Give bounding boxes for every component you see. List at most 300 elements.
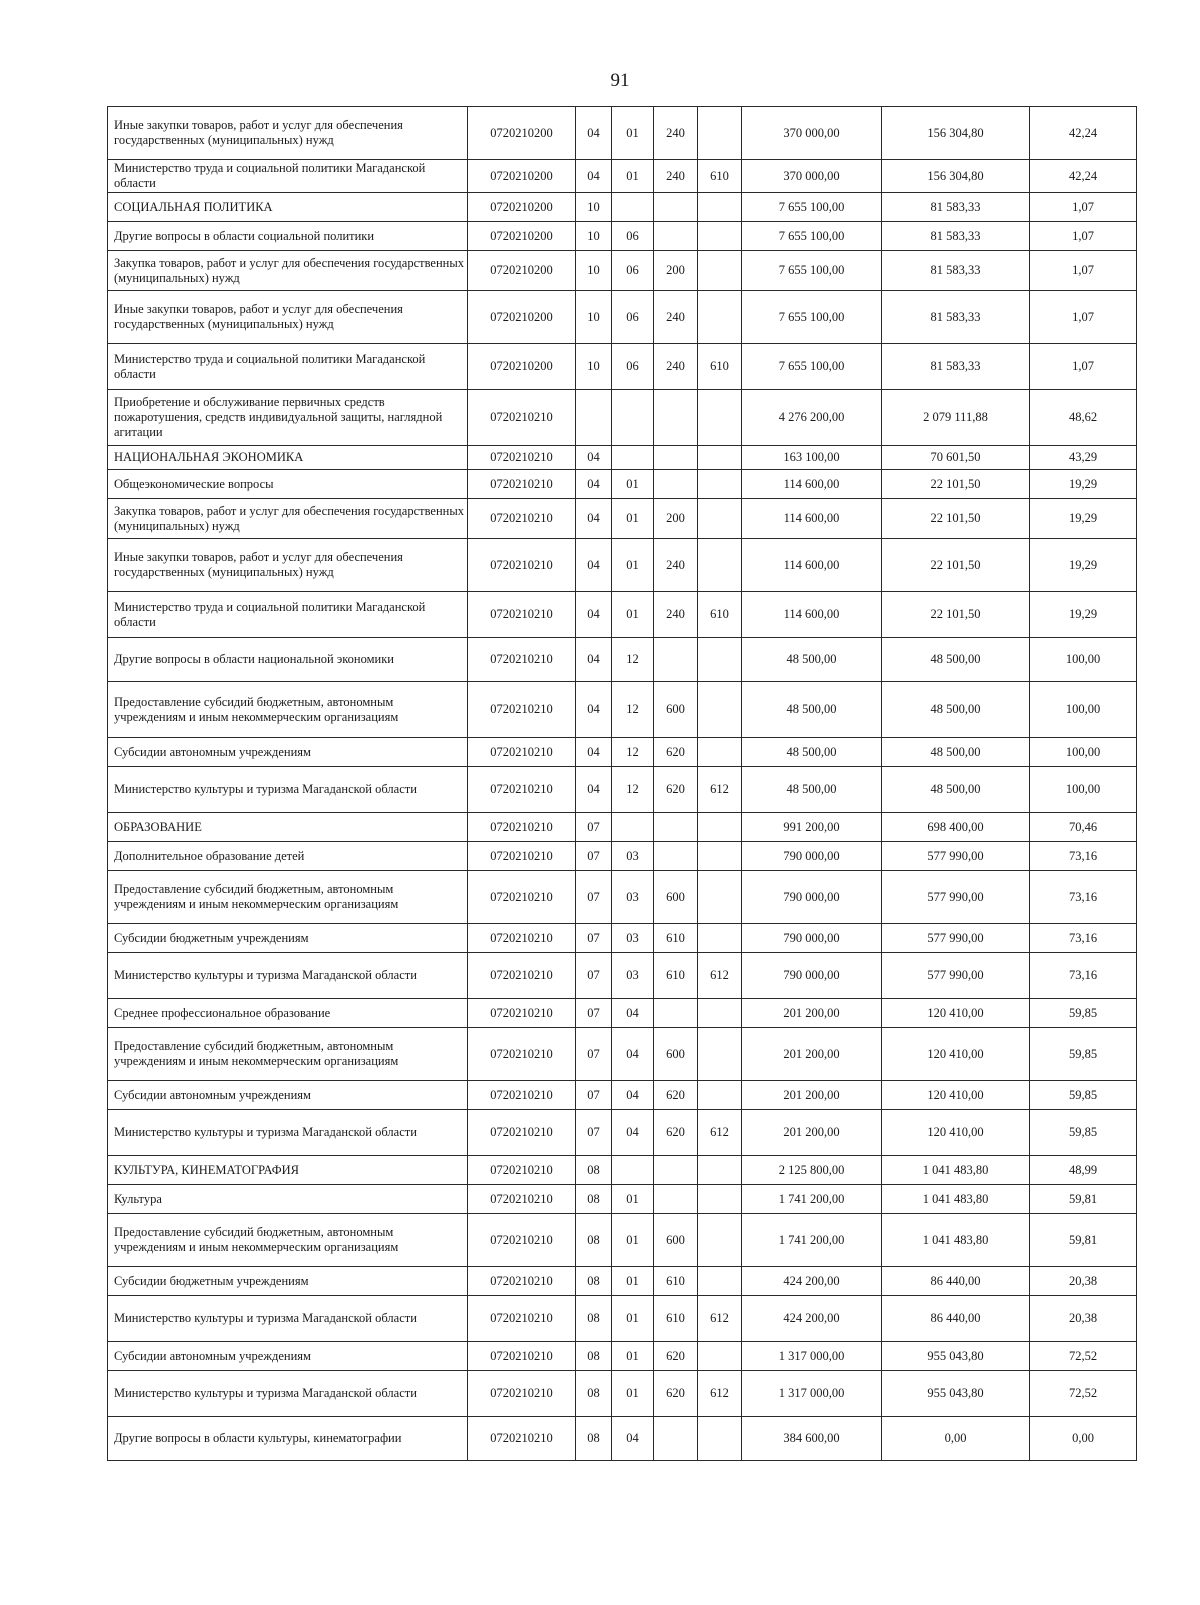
- row-rz: 04: [576, 592, 612, 638]
- row-kvsr: [698, 1267, 742, 1296]
- row-kvsr: 612: [698, 1110, 742, 1156]
- row-kvsr: [698, 390, 742, 446]
- row-plan: 1 741 200,00: [742, 1214, 882, 1267]
- table-row: [108, 193, 1137, 222]
- row-rz: 07: [576, 842, 612, 871]
- row-name: НАЦИОНАЛЬНАЯ ЭКОНОМИКА: [108, 446, 468, 470]
- row-pr: 06: [612, 291, 654, 344]
- table-row: [108, 1342, 1137, 1371]
- row-kvr: [654, 842, 698, 871]
- row-exec: 81 583,33: [882, 222, 1030, 251]
- row-kcsr: 0720210210: [468, 390, 576, 446]
- row-kvsr: [698, 1156, 742, 1185]
- row-kvsr: [698, 251, 742, 291]
- row-exec: 48 500,00: [882, 682, 1030, 738]
- row-kvsr: [698, 924, 742, 953]
- row-kcsr: 0720210210: [468, 446, 576, 470]
- table-row: [108, 767, 1137, 813]
- row-kvr: [654, 1185, 698, 1214]
- row-rz: 08: [576, 1342, 612, 1371]
- row-pr: 01: [612, 499, 654, 539]
- row-kvr: 610: [654, 1296, 698, 1342]
- row-rz: 07: [576, 953, 612, 999]
- row-percent: 19,29: [1030, 539, 1137, 592]
- row-kcsr: 0720210210: [468, 999, 576, 1028]
- row-percent: 59,85: [1030, 1110, 1137, 1156]
- row-exec: 48 500,00: [882, 738, 1030, 767]
- table-row: [108, 251, 1137, 291]
- row-exec: 22 101,50: [882, 499, 1030, 539]
- row-kvr: [654, 1156, 698, 1185]
- table-row: [108, 222, 1137, 251]
- row-rz: 07: [576, 1028, 612, 1081]
- row-pr: 03: [612, 842, 654, 871]
- row-percent: 48,99: [1030, 1156, 1137, 1185]
- row-exec: 0,00: [882, 1417, 1030, 1461]
- row-exec: 577 990,00: [882, 871, 1030, 924]
- table-row: [108, 107, 1137, 160]
- row-rz: 07: [576, 924, 612, 953]
- row-exec: 81 583,33: [882, 344, 1030, 390]
- row-name: Иные закупки товаров, работ и услуг для обеспечения государственных (муниципальных) нужд: [108, 107, 468, 160]
- row-plan: 48 500,00: [742, 738, 882, 767]
- row-kvr: 200: [654, 499, 698, 539]
- row-kvr: 240: [654, 291, 698, 344]
- row-kvsr: [698, 291, 742, 344]
- row-percent: 72,52: [1030, 1342, 1137, 1371]
- row-percent: 59,81: [1030, 1214, 1137, 1267]
- row-pr: 04: [612, 1028, 654, 1081]
- row-plan: 384 600,00: [742, 1417, 882, 1461]
- row-name: Министерство культуры и туризма Магаданской области: [108, 1296, 468, 1342]
- row-percent: 72,52: [1030, 1371, 1137, 1417]
- row-kvsr: [698, 638, 742, 682]
- table-row: [108, 638, 1137, 682]
- row-pr: 01: [612, 1185, 654, 1214]
- row-kcsr: 0720210210: [468, 638, 576, 682]
- row-percent: 73,16: [1030, 871, 1137, 924]
- row-plan: 790 000,00: [742, 842, 882, 871]
- row-plan: 7 655 100,00: [742, 222, 882, 251]
- row-kvr: 620: [654, 738, 698, 767]
- row-pr: 04: [612, 999, 654, 1028]
- row-kvsr: [698, 446, 742, 470]
- row-plan: 7 655 100,00: [742, 193, 882, 222]
- row-percent: 0,00: [1030, 1417, 1137, 1461]
- table-body: [108, 107, 1137, 1461]
- row-kcsr: 0720210210: [468, 470, 576, 499]
- row-kcsr: 0720210210: [468, 1081, 576, 1110]
- row-plan: 370 000,00: [742, 107, 882, 160]
- row-name: Субсидии автономным учреждениям: [108, 1342, 468, 1371]
- row-percent: 20,38: [1030, 1267, 1137, 1296]
- row-plan: 991 200,00: [742, 813, 882, 842]
- row-plan: 48 500,00: [742, 682, 882, 738]
- row-exec: 955 043,80: [882, 1342, 1030, 1371]
- row-kcsr: 0720210210: [468, 1156, 576, 1185]
- row-kcsr: 0720210210: [468, 1110, 576, 1156]
- row-exec: 81 583,33: [882, 291, 1030, 344]
- row-kvr: 600: [654, 1214, 698, 1267]
- row-kcsr: 0720210210: [468, 1342, 576, 1371]
- row-kcsr: 0720210210: [468, 499, 576, 539]
- row-rz: 08: [576, 1185, 612, 1214]
- table-row: [108, 592, 1137, 638]
- row-exec: 156 304,80: [882, 107, 1030, 160]
- table-row: [108, 1110, 1137, 1156]
- table-row: [108, 1417, 1137, 1461]
- row-name: Культура: [108, 1185, 468, 1214]
- row-rz: 04: [576, 539, 612, 592]
- row-kvr: [654, 390, 698, 446]
- row-rz: 04: [576, 738, 612, 767]
- row-percent: 59,85: [1030, 1028, 1137, 1081]
- row-kvr: [654, 638, 698, 682]
- row-plan: 48 500,00: [742, 638, 882, 682]
- row-kvsr: [698, 813, 742, 842]
- row-kcsr: 0720210210: [468, 1028, 576, 1081]
- row-percent: 43,29: [1030, 446, 1137, 470]
- row-plan: 424 200,00: [742, 1296, 882, 1342]
- row-exec: 22 101,50: [882, 470, 1030, 499]
- row-percent: 100,00: [1030, 682, 1137, 738]
- table-row: [108, 738, 1137, 767]
- row-kvr: 610: [654, 953, 698, 999]
- row-plan: 201 200,00: [742, 1028, 882, 1081]
- row-name: Министерство культуры и туризма Магаданской области: [108, 767, 468, 813]
- row-rz: 10: [576, 291, 612, 344]
- table-row: [108, 842, 1137, 871]
- row-plan: 790 000,00: [742, 924, 882, 953]
- row-name: Закупка товаров, работ и услуг для обеспечения государственных (муниципальных) нужд: [108, 251, 468, 291]
- row-kvr: 620: [654, 1110, 698, 1156]
- table-row: [108, 813, 1137, 842]
- row-kvsr: [698, 682, 742, 738]
- row-kcsr: 0720210210: [468, 682, 576, 738]
- row-kcsr: 0720210210: [468, 1267, 576, 1296]
- table-row: [108, 999, 1137, 1028]
- row-percent: 100,00: [1030, 638, 1137, 682]
- row-kcsr: 0720210200: [468, 251, 576, 291]
- row-kvr: 600: [654, 1028, 698, 1081]
- row-name: Приобретение и обслуживание первичных средств пожаротушения, средств индивидуальной защиты, наглядной агитации: [108, 390, 468, 446]
- row-pr: 01: [612, 1267, 654, 1296]
- table-row: [108, 1081, 1137, 1110]
- row-pr: 06: [612, 251, 654, 291]
- table-row: [108, 1296, 1137, 1342]
- row-pr: [612, 446, 654, 470]
- row-kvr: 620: [654, 1371, 698, 1417]
- row-rz: 10: [576, 222, 612, 251]
- row-percent: 20,38: [1030, 1296, 1137, 1342]
- row-name: Дополнительное образование детей: [108, 842, 468, 871]
- row-kvr: 240: [654, 160, 698, 193]
- row-name: ОБРАЗОВАНИЕ: [108, 813, 468, 842]
- row-rz: 08: [576, 1156, 612, 1185]
- row-percent: 73,16: [1030, 924, 1137, 953]
- row-pr: 04: [612, 1110, 654, 1156]
- row-pr: [612, 390, 654, 446]
- row-name: Другие вопросы в области национальной экономики: [108, 638, 468, 682]
- row-rz: 07: [576, 999, 612, 1028]
- row-pr: 01: [612, 1342, 654, 1371]
- row-kvsr: 612: [698, 767, 742, 813]
- row-percent: 70,46: [1030, 813, 1137, 842]
- row-kcsr: 0720210210: [468, 1417, 576, 1461]
- table-row: [108, 1156, 1137, 1185]
- row-plan: 790 000,00: [742, 871, 882, 924]
- row-plan: 48 500,00: [742, 767, 882, 813]
- row-name: Субсидии автономным учреждениям: [108, 1081, 468, 1110]
- row-kcsr: 0720210210: [468, 842, 576, 871]
- row-kvsr: [698, 107, 742, 160]
- row-kcsr: 0720210200: [468, 193, 576, 222]
- row-plan: 1 317 000,00: [742, 1371, 882, 1417]
- row-plan: 114 600,00: [742, 470, 882, 499]
- row-name: Другие вопросы в области социальной политики: [108, 222, 468, 251]
- row-percent: 1,07: [1030, 291, 1137, 344]
- row-kcsr: 0720210210: [468, 813, 576, 842]
- row-name: Министерство культуры и туризма Магаданской области: [108, 953, 468, 999]
- row-pr: 01: [612, 592, 654, 638]
- row-kcsr: 0720210210: [468, 592, 576, 638]
- row-rz: 04: [576, 682, 612, 738]
- row-exec: 86 440,00: [882, 1267, 1030, 1296]
- row-kvr: [654, 446, 698, 470]
- row-kvr: 620: [654, 1081, 698, 1110]
- row-exec: 577 990,00: [882, 842, 1030, 871]
- row-kvr: 600: [654, 871, 698, 924]
- row-percent: 73,16: [1030, 842, 1137, 871]
- row-kvr: [654, 1417, 698, 1461]
- row-kvsr: [698, 1342, 742, 1371]
- row-kcsr: 0720210210: [468, 738, 576, 767]
- row-kvr: 240: [654, 107, 698, 160]
- row-kvsr: [698, 470, 742, 499]
- row-name: Иные закупки товаров, работ и услуг для обеспечения государственных (муниципальных) нужд: [108, 291, 468, 344]
- row-kcsr: 0720210210: [468, 1214, 576, 1267]
- row-percent: 100,00: [1030, 767, 1137, 813]
- row-percent: 59,85: [1030, 999, 1137, 1028]
- row-name: Предоставление субсидий бюджетным, автономным учреждениям и иным некоммерческим организациям: [108, 871, 468, 924]
- row-kvr: 240: [654, 344, 698, 390]
- page-number: 91: [610, 70, 630, 91]
- row-pr: 12: [612, 638, 654, 682]
- row-rz: 10: [576, 344, 612, 390]
- row-pr: 12: [612, 767, 654, 813]
- row-rz: 04: [576, 470, 612, 499]
- row-exec: 86 440,00: [882, 1296, 1030, 1342]
- table-row: [108, 1185, 1137, 1214]
- row-exec: 955 043,80: [882, 1371, 1030, 1417]
- row-name: СОЦИАЛЬНАЯ ПОЛИТИКА: [108, 193, 468, 222]
- row-exec: 48 500,00: [882, 767, 1030, 813]
- row-kvr: 620: [654, 767, 698, 813]
- row-kvsr: [698, 1028, 742, 1081]
- row-pr: 03: [612, 924, 654, 953]
- row-name: Среднее профессиональное образование: [108, 999, 468, 1028]
- row-plan: 7 655 100,00: [742, 291, 882, 344]
- row-name: Министерство труда и социальной политики Магаданской области: [108, 160, 468, 193]
- row-rz: 08: [576, 1296, 612, 1342]
- row-name: Предоставление субсидий бюджетным, автономным учреждениям и иным некоммерческим организациям: [108, 1214, 468, 1267]
- table-row: [108, 1371, 1137, 1417]
- row-kvsr: 610: [698, 592, 742, 638]
- row-name: Предоставление субсидий бюджетным, автономным учреждениям и иным некоммерческим организациям: [108, 682, 468, 738]
- row-rz: 07: [576, 813, 612, 842]
- row-name: Закупка товаров, работ и услуг для обеспечения государственных (муниципальных) нужд: [108, 499, 468, 539]
- row-percent: 19,29: [1030, 470, 1137, 499]
- row-percent: 1,07: [1030, 222, 1137, 251]
- row-name: Общеэкономические вопросы: [108, 470, 468, 499]
- row-rz: 04: [576, 499, 612, 539]
- row-kvsr: 612: [698, 953, 742, 999]
- row-exec: 22 101,50: [882, 539, 1030, 592]
- row-plan: 114 600,00: [742, 539, 882, 592]
- table-row: [108, 539, 1137, 592]
- row-name: Предоставление субсидий бюджетным, автономным учреждениям и иным некоммерческим организациям: [108, 1028, 468, 1081]
- row-percent: 19,29: [1030, 499, 1137, 539]
- row-pr: 01: [612, 539, 654, 592]
- table-row: [108, 291, 1137, 344]
- row-kvsr: [698, 999, 742, 1028]
- row-kcsr: 0720210210: [468, 953, 576, 999]
- row-exec: 1 041 483,80: [882, 1156, 1030, 1185]
- row-name: Другие вопросы в области культуры, кинематографии: [108, 1417, 468, 1461]
- row-plan: 2 125 800,00: [742, 1156, 882, 1185]
- table-row: [108, 160, 1137, 193]
- row-kvr: [654, 193, 698, 222]
- table-row: [108, 499, 1137, 539]
- row-kvsr: [698, 499, 742, 539]
- row-pr: 01: [612, 1214, 654, 1267]
- row-percent: 1,07: [1030, 344, 1137, 390]
- row-kvsr: [698, 1214, 742, 1267]
- row-rz: [576, 390, 612, 446]
- row-kvsr: [698, 1185, 742, 1214]
- row-kvsr: [698, 1417, 742, 1461]
- row-kvr: 200: [654, 251, 698, 291]
- table-row: [108, 953, 1137, 999]
- row-exec: 81 583,33: [882, 193, 1030, 222]
- row-rz: 04: [576, 767, 612, 813]
- table-row: [108, 344, 1137, 390]
- row-kcsr: 0720210200: [468, 107, 576, 160]
- row-rz: 10: [576, 193, 612, 222]
- row-name: Иные закупки товаров, работ и услуг для обеспечения государственных (муниципальных) нужд: [108, 539, 468, 592]
- row-name: Субсидии бюджетным учреждениям: [108, 1267, 468, 1296]
- row-kvsr: [698, 738, 742, 767]
- table-row: [108, 1214, 1137, 1267]
- row-kcsr: 0720210210: [468, 924, 576, 953]
- row-plan: 370 000,00: [742, 160, 882, 193]
- row-percent: 1,07: [1030, 193, 1137, 222]
- row-percent: 42,24: [1030, 160, 1137, 193]
- row-rz: 08: [576, 1417, 612, 1461]
- row-kvr: [654, 813, 698, 842]
- row-rz: 07: [576, 1110, 612, 1156]
- row-kvr: [654, 222, 698, 251]
- row-percent: 59,81: [1030, 1185, 1137, 1214]
- row-kvr: 610: [654, 1267, 698, 1296]
- row-plan: 1 317 000,00: [742, 1342, 882, 1371]
- row-exec: 48 500,00: [882, 638, 1030, 682]
- row-kvsr: 612: [698, 1296, 742, 1342]
- table-row: [108, 924, 1137, 953]
- row-rz: 04: [576, 160, 612, 193]
- row-kvr: 240: [654, 592, 698, 638]
- budget-table: [107, 106, 1137, 1461]
- row-exec: 120 410,00: [882, 1028, 1030, 1081]
- row-pr: 01: [612, 160, 654, 193]
- row-name: Субсидии бюджетным учреждениям: [108, 924, 468, 953]
- row-plan: 114 600,00: [742, 499, 882, 539]
- row-rz: 07: [576, 871, 612, 924]
- row-pr: 06: [612, 222, 654, 251]
- row-pr: 12: [612, 682, 654, 738]
- row-exec: 120 410,00: [882, 1081, 1030, 1110]
- row-percent: 48,62: [1030, 390, 1137, 446]
- row-kcsr: 0720210200: [468, 160, 576, 193]
- row-kcsr: 0720210200: [468, 222, 576, 251]
- row-plan: 424 200,00: [742, 1267, 882, 1296]
- row-plan: 4 276 200,00: [742, 390, 882, 446]
- row-kvsr: [698, 871, 742, 924]
- row-kcsr: 0720210210: [468, 1296, 576, 1342]
- row-percent: 59,85: [1030, 1081, 1137, 1110]
- row-plan: 114 600,00: [742, 592, 882, 638]
- row-pr: [612, 813, 654, 842]
- row-kcsr: 0720210210: [468, 539, 576, 592]
- row-pr: 01: [612, 107, 654, 160]
- row-kvsr: [698, 842, 742, 871]
- row-exec: 698 400,00: [882, 813, 1030, 842]
- row-name: Министерство труда и социальной политики Магаданской области: [108, 344, 468, 390]
- row-exec: 577 990,00: [882, 924, 1030, 953]
- row-percent: 100,00: [1030, 738, 1137, 767]
- row-kvr: [654, 999, 698, 1028]
- row-name: Министерство культуры и туризма Магаданской области: [108, 1110, 468, 1156]
- row-exec: 156 304,80: [882, 160, 1030, 193]
- row-rz: 08: [576, 1214, 612, 1267]
- row-rz: 08: [576, 1267, 612, 1296]
- row-plan: 7 655 100,00: [742, 344, 882, 390]
- row-plan: 201 200,00: [742, 999, 882, 1028]
- row-exec: 1 041 483,80: [882, 1185, 1030, 1214]
- table-row: [108, 470, 1137, 499]
- row-kvr: [654, 470, 698, 499]
- row-kvsr: [698, 193, 742, 222]
- row-kvsr: 610: [698, 344, 742, 390]
- row-kcsr: 0720210200: [468, 291, 576, 344]
- row-kcsr: 0720210210: [468, 1371, 576, 1417]
- row-kvr: 600: [654, 682, 698, 738]
- row-plan: 163 100,00: [742, 446, 882, 470]
- row-pr: [612, 1156, 654, 1185]
- row-pr: 01: [612, 1296, 654, 1342]
- row-rz: 04: [576, 638, 612, 682]
- row-kvr: 620: [654, 1342, 698, 1371]
- row-rz: 07: [576, 1081, 612, 1110]
- row-exec: 120 410,00: [882, 1110, 1030, 1156]
- row-name: КУЛЬТУРА, КИНЕМАТОГРАФИЯ: [108, 1156, 468, 1185]
- row-pr: 06: [612, 344, 654, 390]
- row-exec: 1 041 483,80: [882, 1214, 1030, 1267]
- row-kvr: 610: [654, 924, 698, 953]
- row-rz: 08: [576, 1371, 612, 1417]
- row-rz: 10: [576, 251, 612, 291]
- row-kvsr: [698, 222, 742, 251]
